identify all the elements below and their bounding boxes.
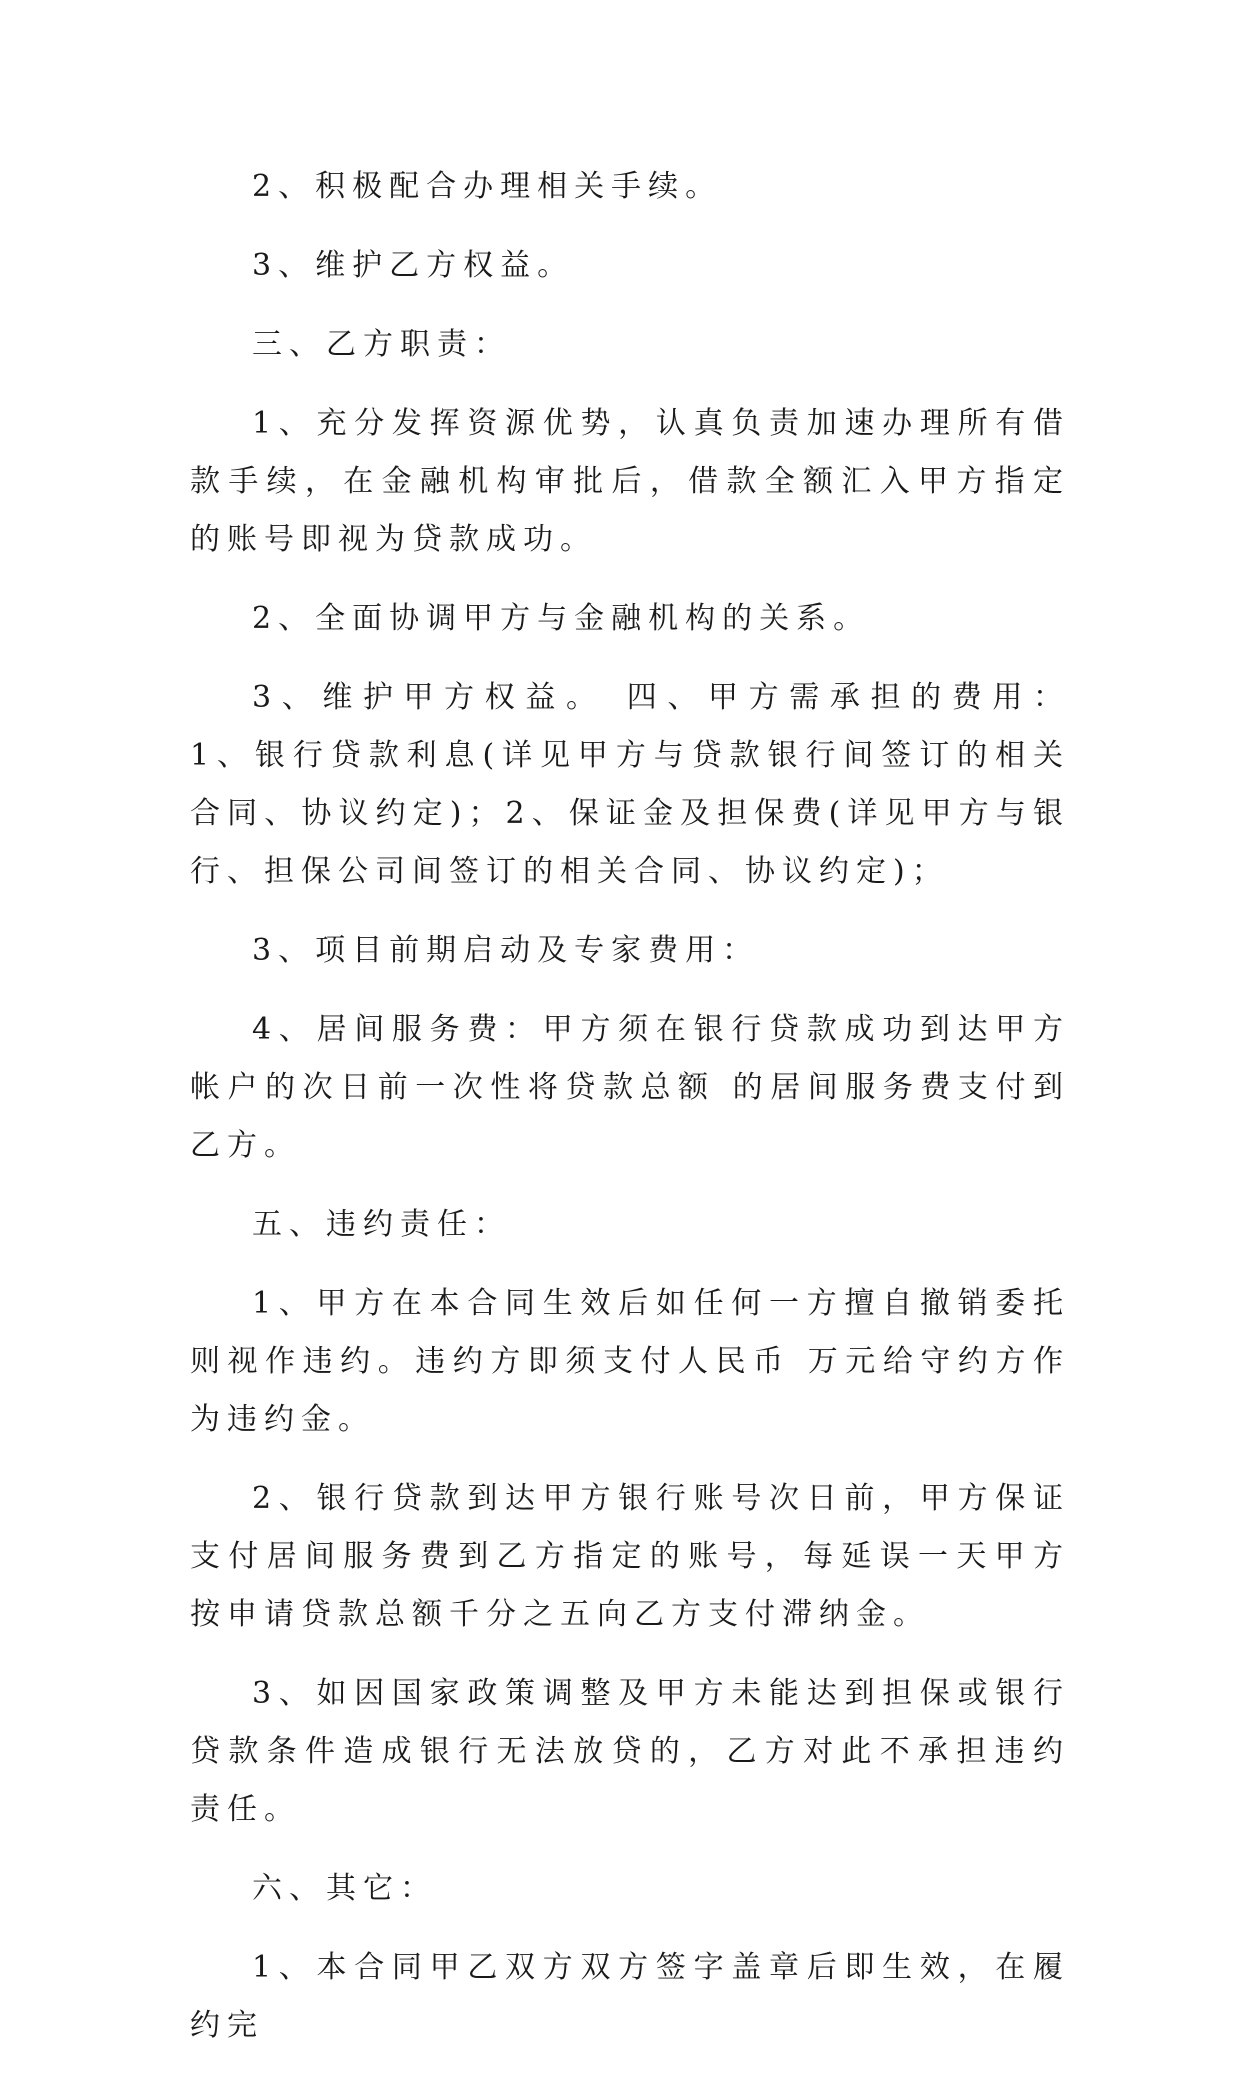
paragraph-11: 2、银行贷款到达甲方银行账号次日前，甲方保证支付居间服务费到乙方指定的账号，每延误一天甲方按申请贷款总额千分之五向乙方支付滞纳金。: [190, 1481, 1070, 1632]
paragraph-2: 3、维护乙方权益。: [252, 248, 575, 283]
paragraph-6: 3、维护甲方权益。 四、甲方需承担的费用： 1、银行贷款利息(详见甲方与贷款银行间签订的相关合同、协议约定)；2、保证金及担保费(详见甲方与银行、担保公司间签订的相关合同、协议约定)；: [190, 680, 1070, 889]
paragraph-14: 1、本合同甲乙双方双方签字盖章后即生效，在履约完: [190, 1950, 1070, 2043]
paragraph-7: 3、项目前期启动及专家费用：: [252, 933, 760, 968]
paragraph-8: 4、居间服务费：甲方须在银行贷款成功到达甲方帐户的次日前一次性将贷款总额 的居间服务费支付到乙方。: [190, 1012, 1070, 1163]
paragraph-10: 1、甲方在本合同生效后如任何一方擅自撤销委托则视作违约。违约方即须支付人民币 万元给守约方作为违约金。: [190, 1286, 1070, 1437]
paragraph-12: 3、如因国家政策调整及甲方未能达到担保或银行贷款条件造成银行无法放贷的，乙方对此不承担违约责任。: [190, 1676, 1070, 1827]
paragraph-4: 1、充分发挥资源优势，认真负责加速办理所有借款手续，在金融机构审批后，借款全额汇入甲方指定的账号即视为贷款成功。: [190, 406, 1070, 557]
section-heading-5: 五、违约责任：: [252, 1207, 511, 1242]
paragraph-1: 2、积极配合办理相关手续。: [252, 169, 723, 204]
paragraph-5: 2、全面协调甲方与金融机构的关系。: [252, 601, 871, 636]
section-heading-3: 三、乙方职责：: [252, 327, 511, 362]
document-body: [190, 158, 1070, 2076]
section-heading-6: 六、其它：: [252, 1871, 437, 1906]
